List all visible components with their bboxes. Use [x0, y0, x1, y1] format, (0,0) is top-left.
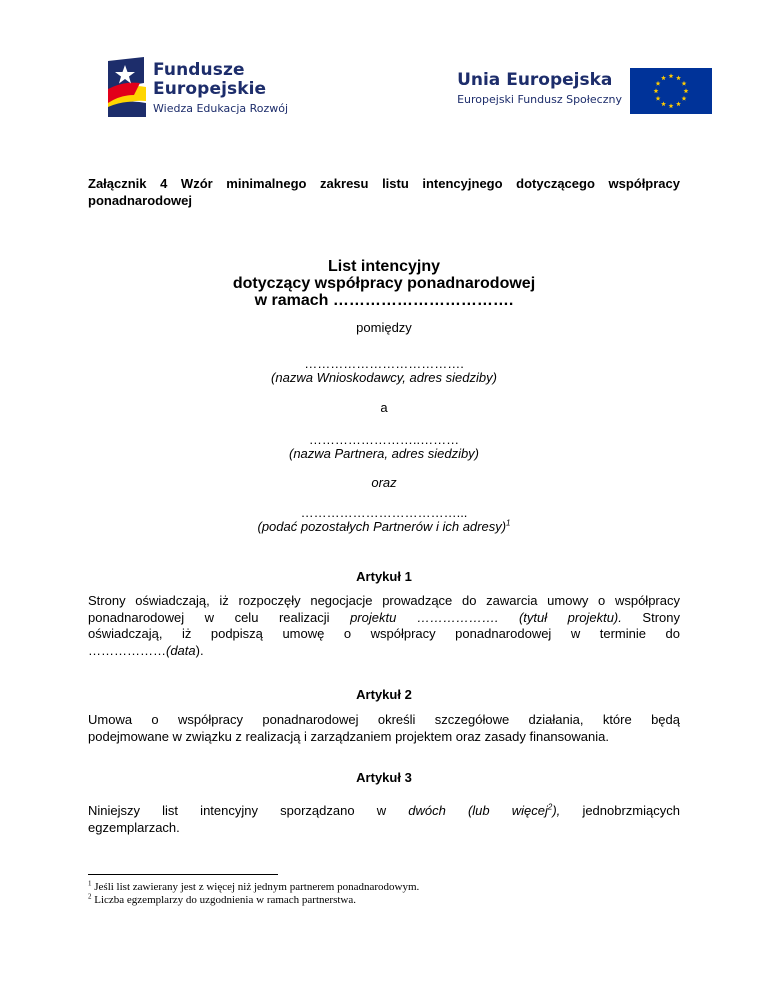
footnote-ref-2: 2: [547, 802, 553, 812]
article-1-line-3: oświadczają, iż podpiszą umowę o współpracy ponadnarodowej w terminie do: [88, 626, 680, 641]
also-label: oraz: [371, 475, 397, 490]
article-3-line-1b-text: dwóch (lub więcej: [408, 803, 548, 818]
article-1-line-4a: ………………: [88, 642, 166, 658]
fe-logo-line3: Wiedza Edukacja Rozwój: [153, 102, 289, 115]
ue-logo-line2: Europejski Fundusz Społeczny: [457, 93, 622, 106]
article-2-line-1: Umowa o współpracy ponadnarodowej określi szczegółowe działania, które będą: [88, 712, 680, 727]
title-line-2: dotyczący współpracy ponadnarodowej: [232, 275, 536, 292]
footnote-2: [88, 894, 356, 907]
article-3-line-1b: [408, 803, 560, 818]
article-1-heading: Artykuł 1: [356, 569, 412, 584]
applicant-blank: ……………………………….: [304, 356, 464, 371]
article-3-line-1c: ),: [552, 803, 561, 818]
footnote-1-number: 1: [88, 879, 92, 888]
title-line-1: List intencyjny: [327, 258, 441, 275]
footnote-divider: [88, 874, 278, 875]
article-3-heading: Artykuł 3: [356, 770, 412, 785]
footnote-2-number: 2: [88, 892, 92, 901]
footnote-2-text: Liczba egzemplarzy do uzgodnienia w ramach partnerstwa.: [94, 894, 356, 906]
applicant-hint: (nazwa Wnioskodawcy, adres siedziby): [271, 370, 497, 385]
article-1-line-2: [88, 610, 680, 627]
eu-flag-icon: [630, 68, 712, 114]
ue-logo-line1: Unia Europejska: [457, 70, 613, 90]
annex-heading: Załącznik 4 Wzór minimalnego zakresu listu intencyjnego dotyczącego współpracy ponadnarodowej: [88, 176, 680, 208]
article-3-line-1a: Niniejszy list intencyjny sporządzano w: [88, 803, 387, 818]
article-1-line-4c: ).: [195, 642, 204, 658]
article-1-body: [88, 593, 680, 659]
article-3-line-1: [88, 803, 680, 820]
and-label: a: [380, 400, 388, 415]
article-1-line-4: [88, 643, 680, 660]
article-2-line-2: podejmowane w związku z realizacją i zarządzaniem projektem oraz zasady finansowania.: [88, 728, 609, 744]
unia-europejska-logo: [444, 68, 712, 116]
article-3-body: [88, 803, 680, 836]
fe-logo-line2: Europejskie: [153, 79, 267, 99]
article-1-line-2a: ponadnarodowej w celu realizacji: [88, 609, 330, 625]
partner-blank: ……………………..………: [308, 432, 460, 447]
document-title: [88, 258, 680, 309]
between-label: pomiędzy: [356, 320, 412, 335]
article-1-line-2b: projektu ………………. (tytuł projektu).: [350, 609, 622, 625]
footnote-1-text: Jeśli list zawierany jest z więcej niż jednym partnerem ponadnarodowym.: [94, 881, 420, 893]
fundusze-europejskie-logo-icon: [106, 55, 150, 119]
article-1-line-1: Strony oświadczają, iż rozpoczęły negocjacje prowadzące do zawarcia umowy o współpracy: [88, 593, 680, 608]
footnote-1: [88, 881, 419, 894]
article-3-line-1d: jednobrzmiących: [582, 803, 680, 818]
fe-logo-line1: Fundusze: [153, 60, 245, 80]
others-blank: ………………………………...: [300, 505, 468, 520]
article-2-body: [88, 712, 680, 745]
article-1-line-2c: Strony: [642, 609, 680, 625]
others-hint-text: (podać pozostałych Partnerów i ich adresy): [257, 519, 507, 534]
title-line-3: w ramach …………………………….: [254, 292, 514, 309]
others-hint: [88, 519, 680, 535]
article-2-heading: Artykuł 2: [356, 687, 412, 702]
article-3-line-2: egzemplarzach.: [88, 819, 180, 835]
partner-hint: (nazwa Partnera, adres siedziby): [288, 446, 480, 461]
footnote-ref-1: 1: [506, 518, 511, 528]
article-1-line-4b: (data: [166, 642, 196, 658]
fundusze-europejskie-logo: [106, 55, 296, 119]
